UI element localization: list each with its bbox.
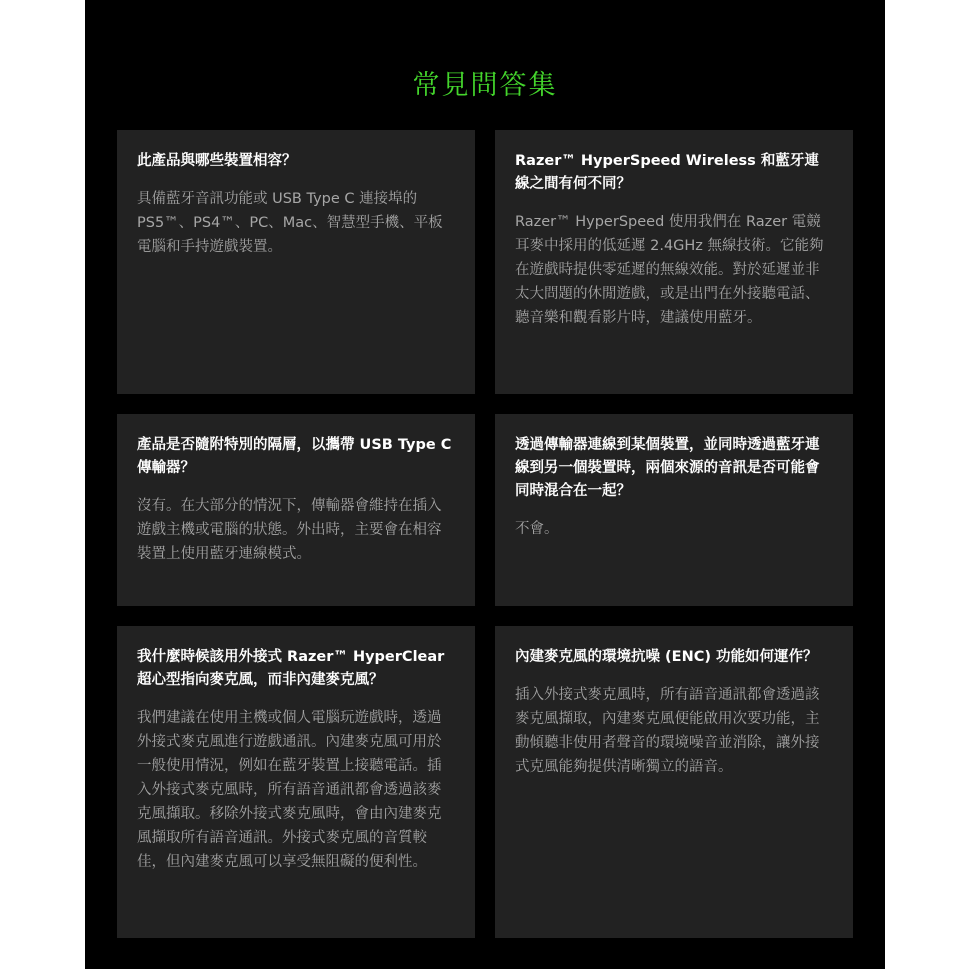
- faq-question: 透過傳輸器連線到某個裝置，並同時透過藍牙連線到另一個裝置時，兩個來源的音訊是否可能會同時混合在一起？: [515, 437, 820, 499]
- faq-answer: 插入外接式麥克風時，所有語音通訊都會透過該麥克風擷取，內建麥克風便能啟用次要功能，主動傾聽非使用者聲音的環境噪音並消除，讓外接式克風能夠提供清晰獨立的語音。: [515, 687, 820, 775]
- faq-question: 我什麼時候該用外接式 Razer™ HyperClear 超心型指向麥克風，而非內建麥克風？: [137, 649, 445, 688]
- faq-card: [495, 414, 853, 606]
- faq-question: 內建麥克風的環境抗噪 (ENC) 功能如何運作？: [515, 649, 818, 665]
- faq-answer: 沒有。在大部分的情況下，傳輸器會維持在插入遊戲主機或電腦的狀態。外出時，主要會在相容裝置上使用藍牙連線模式。: [137, 498, 442, 562]
- faq-card: [117, 414, 475, 606]
- faq-answer: 不會。: [515, 521, 559, 537]
- faq-answer: Razer™ HyperSpeed 使用我們在 Razer 電競耳麥中採用的低延遲 2.4GHz 無線技術。它能夠在遊戲時提供零延遲的無線效能。對於延遲並非太大問題的休閒遊戲，或是出門在外接聽電話、聽音樂和觀看影片時，建議使用藍牙。: [515, 214, 824, 326]
- faq-question: 產品是否隨附特別的隔層，以攜帶 USB Type C 傳輸器？: [137, 437, 452, 476]
- faq-section: [85, 0, 885, 969]
- faq-card: [495, 626, 853, 938]
- faq-question: 此產品與哪些裝置相容？: [137, 153, 297, 169]
- faq-card: [117, 130, 475, 394]
- faq-title: 常見問答集: [412, 70, 558, 101]
- faq-answer: 具備藍牙音訊功能或 USB Type C 連接埠的 PS5™、PS4™、PC、Mac、智慧型手機、平板電腦和手持遊戲裝置。: [137, 191, 443, 255]
- faq-answer: 我們建議在使用主機或個人電腦玩遊戲時，透過外接式麥克風進行遊戲通訊。內建麥克風可用於一般使用情況，例如在藍牙裝置上接聽電話。插入外接式麥克風時，所有語音通訊都會透過該麥克風擷取。移除外接式麥克風時，會由內建麥克風擷取所有語音通訊。外接式麥克風的音質較佳，但內建麥克風可以享受無阻礙的便利性。: [137, 710, 442, 870]
- faq-question: Razer™ HyperSpeed Wireless 和藍牙連線之間有何不同？: [515, 153, 819, 192]
- faq-card: [495, 130, 853, 394]
- faq-card: [117, 626, 475, 938]
